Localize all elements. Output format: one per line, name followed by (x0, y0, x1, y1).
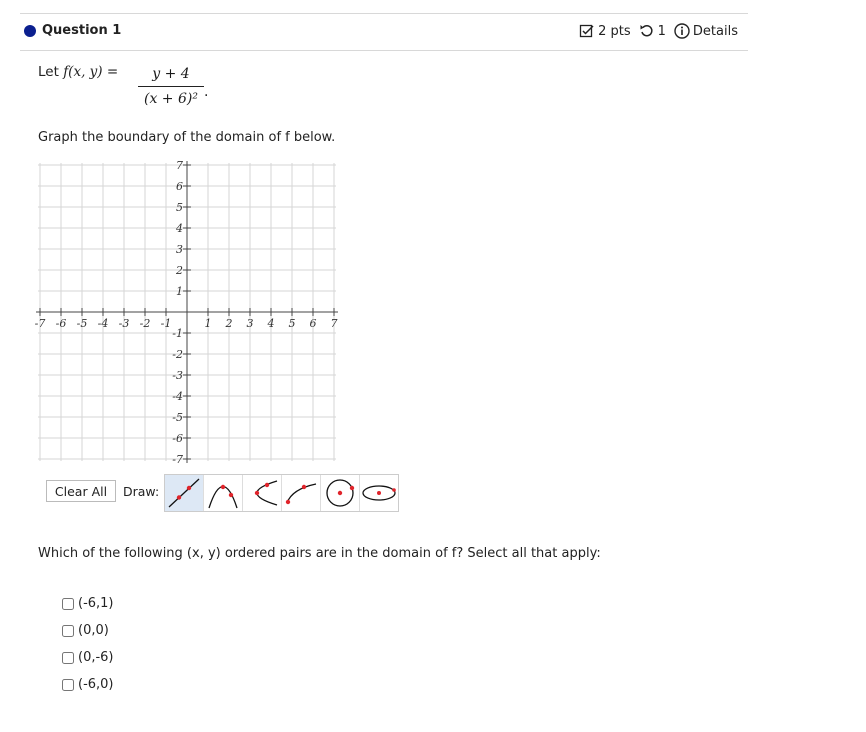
circle-tool-icon (321, 475, 359, 511)
y-tick-label: -3 (172, 369, 183, 382)
x-tick-label: 7 (330, 317, 338, 330)
line-tool-icon (165, 475, 203, 511)
fraction-bar (138, 86, 204, 87)
line-tool-button[interactable] (165, 475, 204, 511)
y-tick-label: 3 (176, 243, 183, 256)
x-tick-label: -6 (55, 317, 67, 330)
parabola-tool-button[interactable] (204, 475, 243, 511)
option-1[interactable] (62, 590, 114, 617)
x-tick-label: 4 (267, 317, 275, 330)
function-definition (38, 64, 118, 80)
ellipse-tool-button[interactable] (360, 475, 398, 511)
y-tick-label: 1 (176, 285, 183, 298)
question2-prompt: Which of the following (x, y) ordered pairs are in the domain of f? Select all that apply: (38, 546, 601, 561)
ellipse-tool-icon (360, 475, 398, 511)
x-tick-label: 6 (309, 317, 317, 330)
option-1-label: (-6,1) (78, 596, 114, 611)
x-tick-label: 2 (225, 317, 233, 330)
y-tick-label: 4 (176, 222, 183, 235)
sideways-parabola-tool-icon (243, 475, 281, 511)
clear-all-button[interactable]: Clear All (46, 480, 116, 502)
draw-toolbar (164, 474, 399, 512)
option-4-checkbox[interactable] (62, 679, 74, 691)
option-4-label: (-6,0) (78, 677, 114, 692)
question-title: Question 1 (42, 23, 122, 38)
option-3[interactable] (62, 644, 114, 671)
option-2-label: (0,0) (78, 623, 109, 638)
y-tick-label: -6 (172, 432, 183, 445)
question-header (20, 20, 748, 46)
x-tick-label: 3 (246, 317, 254, 330)
x-tick-label: -7 (34, 317, 46, 330)
fraction-numerator: y + 4 (152, 66, 190, 82)
x-tick-label: -1 (160, 317, 172, 330)
x-tick-label: 5 (288, 317, 296, 330)
y-tick-label: -5 (172, 411, 183, 424)
x-tick-label: -4 (97, 317, 109, 330)
x-tick-label: -5 (76, 317, 88, 330)
option-4[interactable] (62, 671, 114, 698)
option-3-checkbox[interactable] (62, 652, 74, 664)
function-fraction (138, 64, 204, 109)
sideways-parabola-tool-button[interactable] (243, 475, 282, 511)
x-tick-label: 1 (204, 317, 212, 330)
y-tick-label: -1 (172, 327, 183, 340)
definition-lhs: f(x, y) = (63, 64, 119, 80)
retry-icon[interactable] (639, 23, 655, 39)
checkbox-pencil-icon (579, 23, 595, 39)
y-tick-label: -7 (172, 453, 183, 466)
sqrt-curve-tool-icon (282, 475, 320, 511)
parabola-tool-icon (204, 475, 242, 511)
details-link[interactable]: Details (692, 23, 738, 39)
graph-canvas[interactable] (30, 160, 350, 470)
option-2-checkbox[interactable] (62, 625, 74, 637)
header-divider (20, 50, 748, 51)
option-3-label: (0,-6) (78, 650, 114, 665)
definition-prefix: Let (38, 64, 59, 80)
points-value: 2 pts (598, 23, 631, 39)
question-meta (579, 23, 738, 39)
circle-tool-button[interactable] (321, 475, 360, 511)
option-2[interactable] (62, 617, 114, 644)
y-tick-label: 6 (176, 180, 183, 193)
y-tick-label: 2 (176, 264, 183, 277)
answer-options (62, 590, 114, 698)
attempts-value: 1 (657, 23, 666, 39)
y-tick-label: 7 (176, 160, 183, 172)
draw-label: Draw: (123, 484, 160, 499)
x-tick-label: -2 (139, 317, 151, 330)
info-icon[interactable] (674, 23, 690, 39)
sqrt-curve-tool-button[interactable] (282, 475, 321, 511)
definition-suffix: . (204, 84, 209, 100)
top-divider (20, 13, 748, 14)
question-status-dot (24, 25, 36, 37)
y-tick-label: -4 (172, 390, 183, 403)
graph-prompt: Graph the boundary of the domain of f below. (38, 130, 336, 145)
x-tick-label: -3 (118, 317, 130, 330)
fraction-denominator: (x + 6)² (144, 91, 198, 107)
y-tick-label: -2 (172, 348, 183, 361)
y-tick-label: 5 (176, 201, 183, 214)
option-1-checkbox[interactable] (62, 598, 74, 610)
